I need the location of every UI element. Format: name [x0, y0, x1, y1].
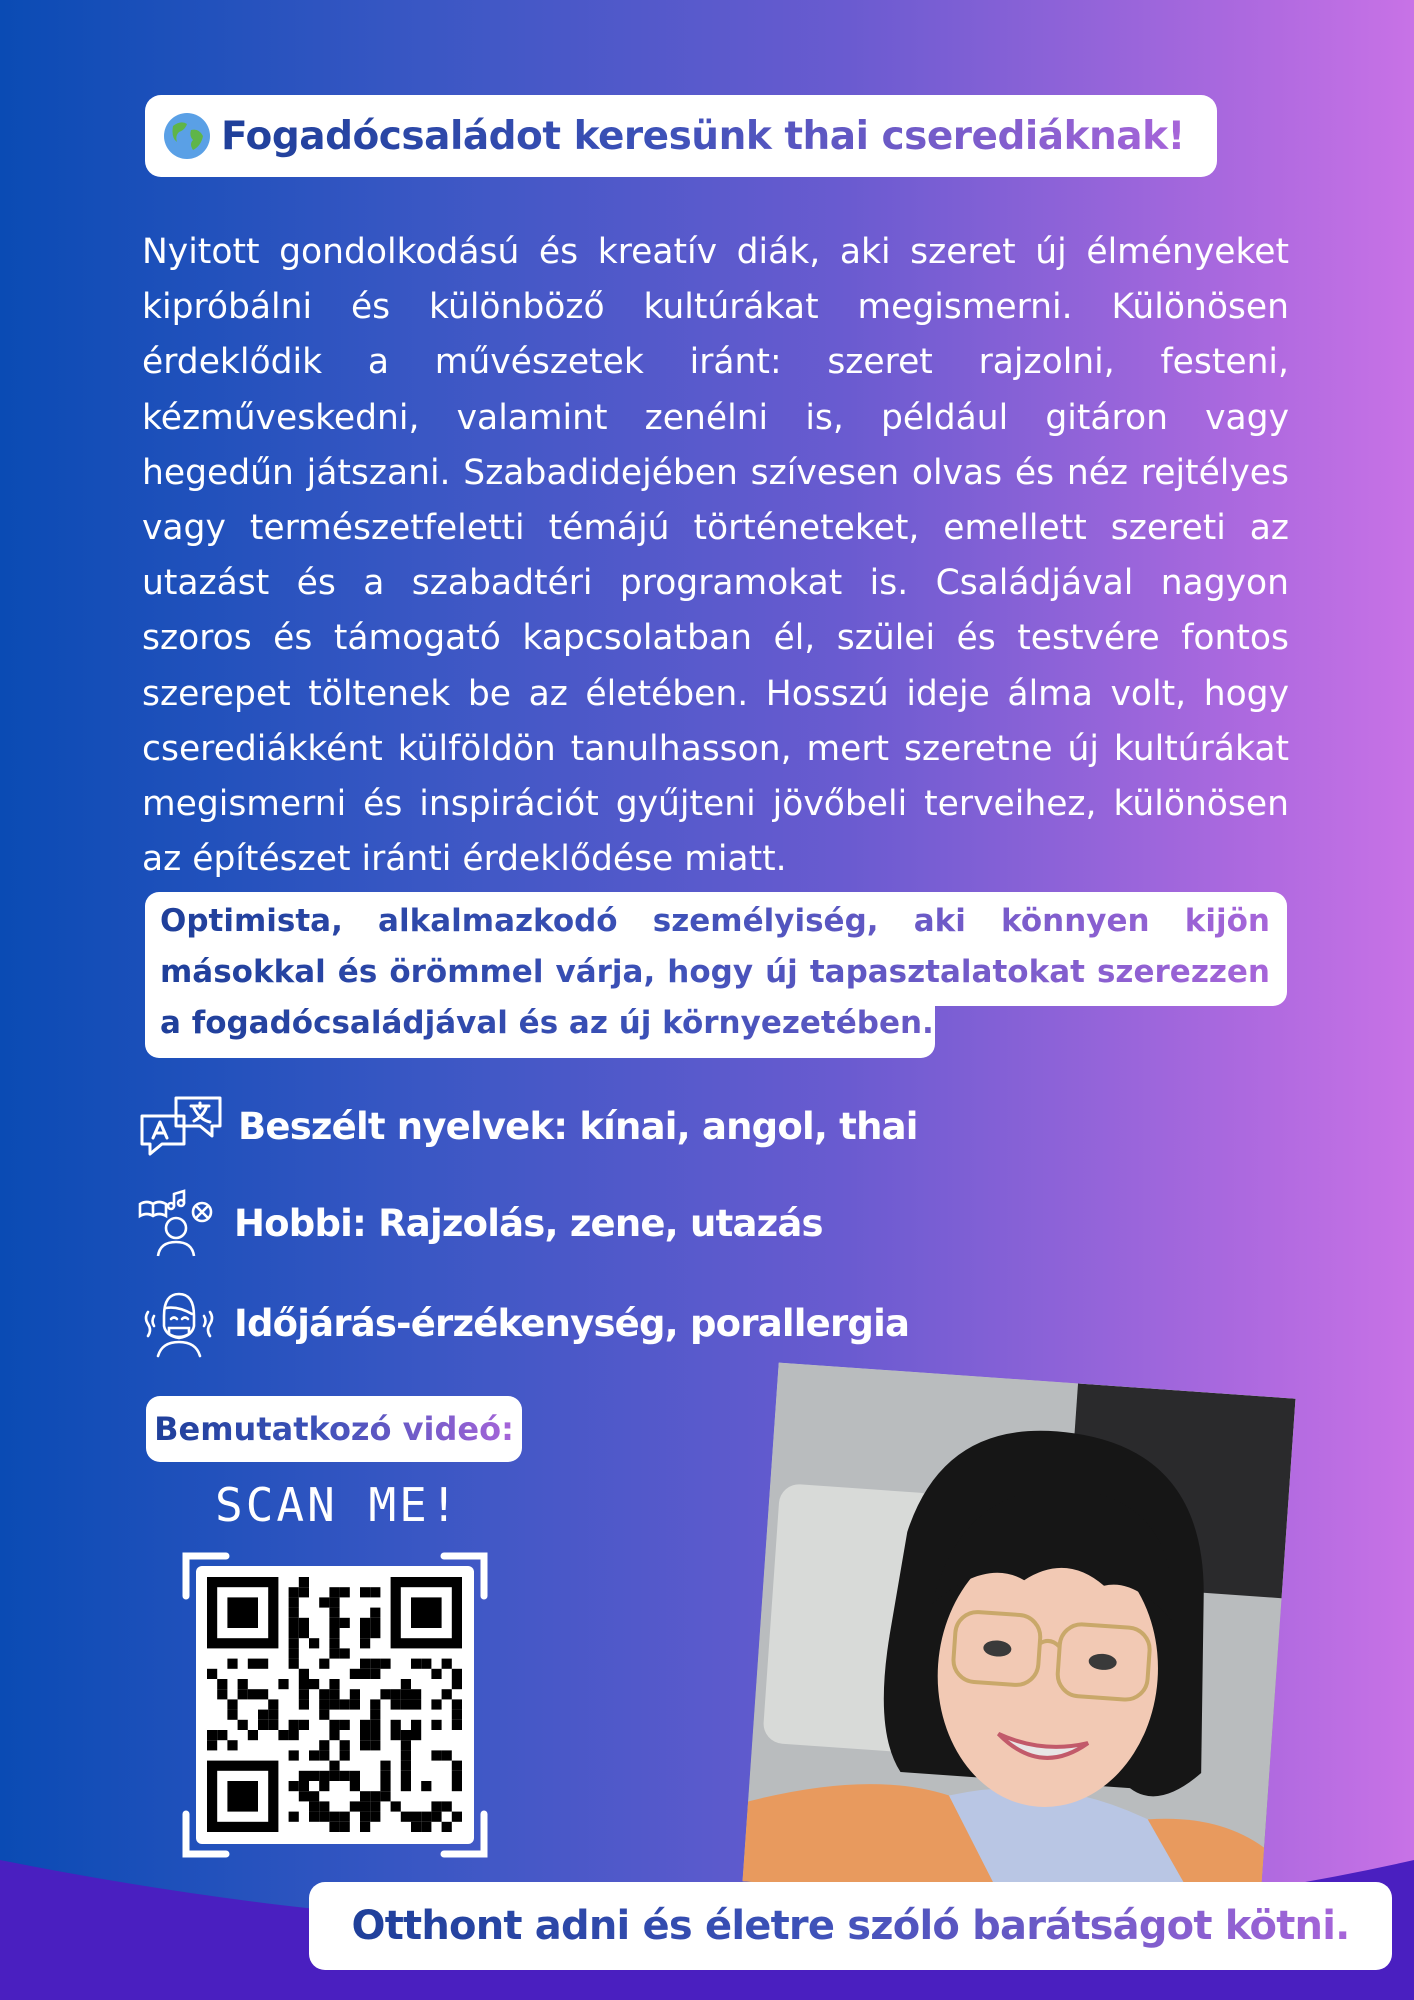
hobbies-row — [138, 1188, 823, 1258]
title-banner — [145, 95, 1217, 177]
hobbies-icon — [138, 1188, 220, 1258]
qr-code-graphic — [180, 1550, 490, 1860]
highlight-text: Optimista, alkalmazkodó személyiség, aki könnyen kijön másokkal és örömmel várja, hogy új tapasztalatokat szerezzen a fogadócsaládjával és az új környezetében. — [160, 896, 1270, 1049]
translate-icon — [138, 1092, 224, 1160]
health-text: Időjárás-érzékenység, porallergia — [234, 1301, 910, 1345]
scan-me-label: SCAN ME! — [215, 1478, 461, 1532]
qr-code[interactable] — [180, 1550, 490, 1860]
video-label-pill — [146, 1396, 522, 1462]
allergy-icon — [138, 1288, 220, 1358]
health-row — [138, 1288, 909, 1358]
languages-row — [138, 1092, 918, 1160]
globe-icon — [163, 112, 211, 160]
slogan-banner — [309, 1882, 1392, 1970]
video-label: Bemutatkozó videó: — [154, 1410, 514, 1448]
languages-text: Beszélt nyelvek: kínai, angol, thai — [238, 1104, 918, 1148]
slogan-text: Otthont adni és életre szóló barátságot kötni. — [351, 1903, 1350, 1949]
description-text: Nyitott gondolkodású és kreatív diák, aki szeret új élményeket kipróbálni és különböző kultúrákat megismerni. Különösen érdeklődik a művészetek iránt: szeret rajzolni, festeni, kézműveskedni, valamint zenélni is, például gitáron vagy hegedűn játszani. Szabadidejében szívesen olvas és néz rejtélyes vagy természetfeletti témájú történeteket, emellett szereti az utazást és a szabadtéri programokat is. Családjával nagyon szoros és támogató kapcsolatban él, szülei és testvére fontos szerepet töltenek be az életében. Hosszú ideje álma volt, hogy cserediákként külföldön tanulhasson, mert szeretne új kultúrákat megismerni és inspirációt gyűjteni jövőbeli terveihez, különösen az építészet iránti érdeklődése miatt. — [142, 232, 1289, 880]
page-title: Fogadócsaládot keresünk thai cserediáknak! — [221, 113, 1185, 159]
hobbies-text: Hobbi: Rajzolás, zene, utazás — [234, 1201, 823, 1245]
